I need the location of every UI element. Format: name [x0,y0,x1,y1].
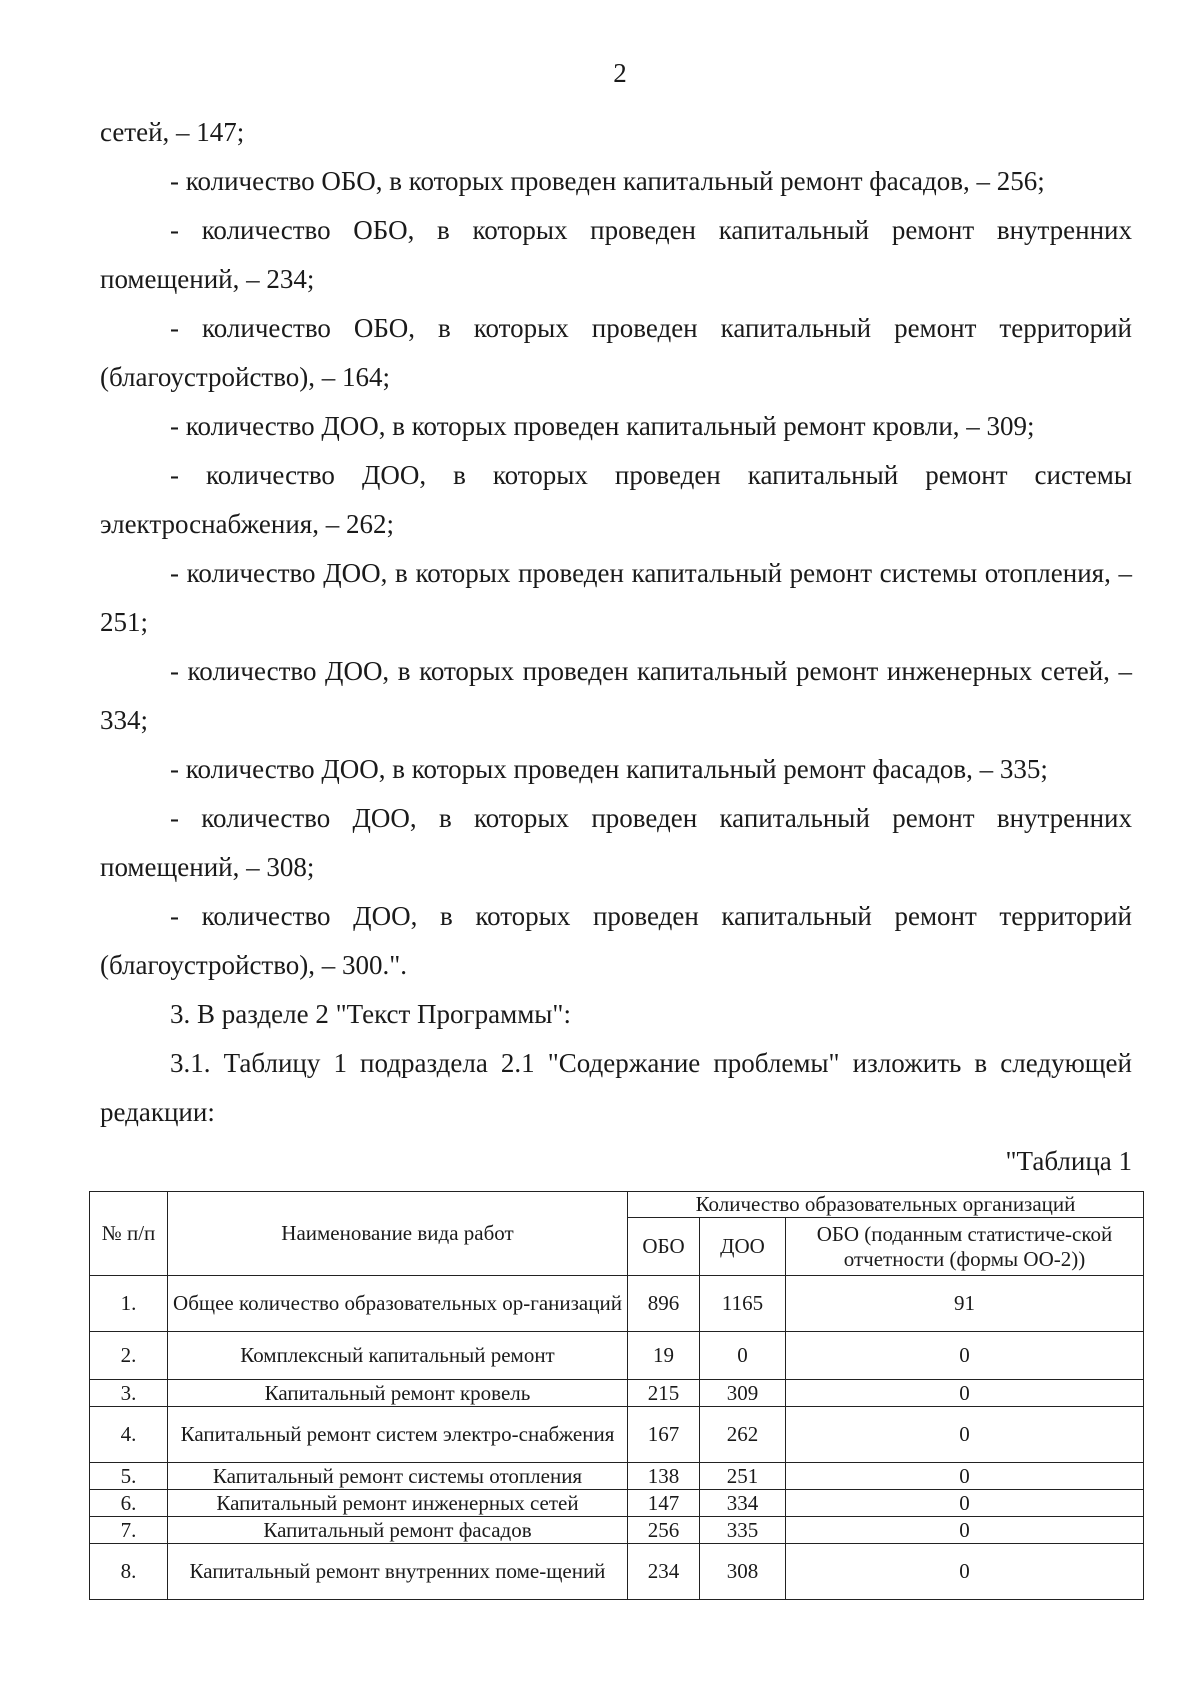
header-obo: ОБО [628,1218,700,1276]
cell-stat: 0 [786,1517,1144,1544]
header-stat: ОБО (поданным статистиче-ской отчетности (формы ОО-2)) [786,1218,1144,1276]
table-row [90,1332,1144,1380]
table-row [90,1490,1144,1517]
cell-num: 5. [90,1463,168,1490]
page-number: 2 [613,58,627,88]
cell-stat: 0 [786,1407,1144,1463]
paragraph: - количество ДОО, в которых проведен капитальный ремонт внутренних помещений, – 308; [100,803,1132,882]
paragraph: - количество ОБО, в которых проведен капитальный ремонт территорий (благоустройство), – 164; [100,313,1132,392]
cell-stat: 0 [786,1490,1144,1517]
table-row [90,1276,1144,1332]
cell-obo: 896 [628,1276,700,1332]
paragraph: сетей, – 147; [100,117,245,147]
cell-obo: 167 [628,1407,700,1463]
header-num: № п/п [90,1192,168,1276]
cell-num: 1. [90,1276,168,1332]
cell-doo: 334 [700,1490,786,1517]
cell-doo: 1165 [700,1276,786,1332]
paragraph: 3.1. Таблицу 1 подраздела 2.1 "Содержание проблемы" изложить в следующей редакции: [100,1048,1132,1127]
table-row [90,1463,1144,1490]
paragraph: 3. В разделе 2 "Текст Программы": [170,999,571,1029]
table-row [90,1380,1144,1407]
cell-num: 7. [90,1517,168,1544]
cell-name: Общее количество образовательных ор-ганизаций [168,1276,628,1332]
header-doo: ДОО [700,1218,786,1276]
cell-doo: 251 [700,1463,786,1490]
paragraph: - количество ОБО, в которых проведен капитальный ремонт фасадов, – 256; [170,166,1045,196]
table-row [90,1544,1144,1600]
cell-obo: 215 [628,1380,700,1407]
cell-name: Капитальный ремонт внутренних поме-щений [168,1544,628,1600]
cell-obo: 234 [628,1544,700,1600]
paragraph: - количество ДОО, в которых проведен капитальный ремонт фасадов, – 335; [170,754,1048,784]
cell-name: Капитальный ремонт кровель [168,1380,628,1407]
cell-doo: 335 [700,1517,786,1544]
cell-doo: 309 [700,1380,786,1407]
cell-name: Капитальный ремонт систем электро-снабжения [168,1407,628,1463]
cell-num: 2. [90,1332,168,1380]
cell-stat: 0 [786,1544,1144,1600]
cell-obo: 19 [628,1332,700,1380]
cell-name: Капитальный ремонт инженерных сетей [168,1490,628,1517]
cell-obo: 147 [628,1490,700,1517]
paragraph: - количество ДОО, в которых проведен капитальный ремонт системы электроснабжения, – 262; [100,460,1132,539]
cell-stat: 91 [786,1276,1144,1332]
cell-num: 6. [90,1490,168,1517]
cell-doo: 0 [700,1332,786,1380]
table-header-row [90,1192,1144,1218]
paragraph: - количество ДОО, в которых проведен капитальный ремонт системы отопления, – 251; [100,558,1132,637]
paragraph: - количество ДОО, в которых проведен капитальный ремонт кровли, – 309; [170,411,1035,441]
cell-doo: 262 [700,1407,786,1463]
paragraph: - количество ДОО, в которых проведен капитальный ремонт инженерных сетей, – 334; [100,656,1132,735]
cell-num: 8. [90,1544,168,1600]
cell-name: Капитальный ремонт фасадов [168,1517,628,1544]
table-caption: "Таблица 1 [1005,1146,1132,1176]
paragraph: - количество ОБО, в которых проведен капитальный ремонт внутренних помещений, – 234; [100,215,1132,294]
cell-obo: 138 [628,1463,700,1490]
cell-doo: 308 [700,1544,786,1600]
body-text [100,108,1132,1186]
works-table [89,1191,1144,1600]
table-row [90,1517,1144,1544]
header-group: Количество образовательных организаций [628,1192,1144,1218]
cell-name: Капитальный ремонт системы отопления [168,1463,628,1490]
header-name: Наименование вида работ [168,1192,628,1276]
cell-stat: 0 [786,1380,1144,1407]
cell-stat: 0 [786,1463,1144,1490]
paragraph: - количество ДОО, в которых проведен капитальный ремонт территорий (благоустройство), – 300.". [100,901,1132,980]
table-row [90,1407,1144,1463]
cell-name: Комплексный капитальный ремонт [168,1332,628,1380]
cell-num: 3. [90,1380,168,1407]
cell-obo: 256 [628,1517,700,1544]
cell-num: 4. [90,1407,168,1463]
cell-stat: 0 [786,1332,1144,1380]
